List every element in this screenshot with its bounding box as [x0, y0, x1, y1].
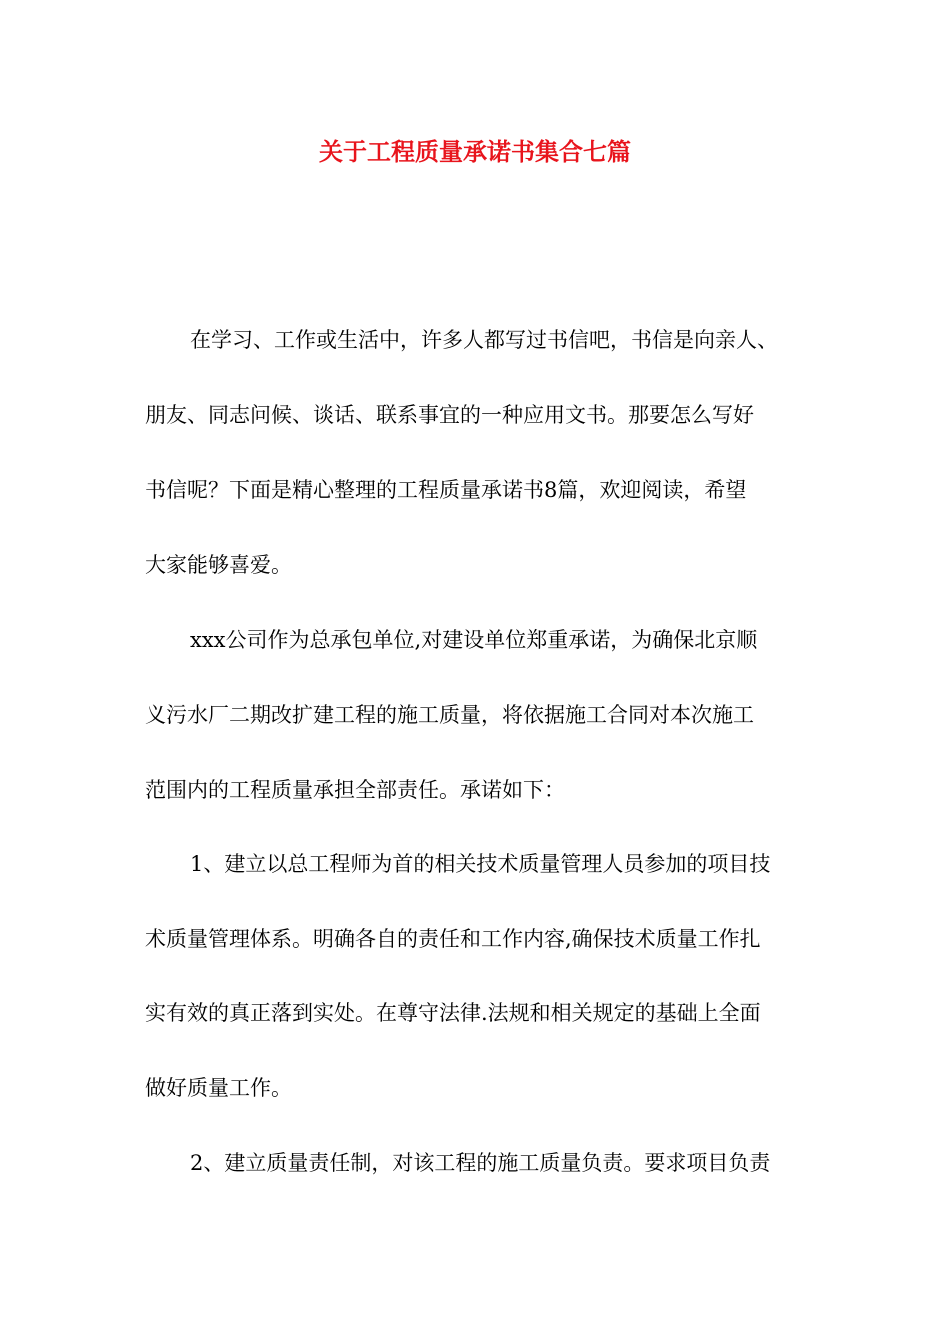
- document-title: 关于工程质量承诺书集合七篇: [319, 137, 631, 166]
- paragraph-line: xxx公司作为总承包单位,对建设单位郑重承诺，为确保北京顺: [190, 628, 758, 652]
- paragraph-line: 范围内的工程质量承担全部责任。承诺如下：: [145, 778, 565, 802]
- paragraph-line: 在学习、工作或生活中，许多人都写过书信吧，书信是向亲人、: [190, 328, 778, 352]
- paragraph-line: 做好质量工作。: [145, 1076, 292, 1100]
- paragraph-line: 书信呢？下面是精心整理的工程质量承诺书8篇，欢迎阅读，希望: [145, 478, 747, 502]
- paragraph-line: 义污水厂二期改扩建工程的施工质量，将依据施工合同对本次施工: [145, 703, 754, 727]
- paragraph-line: 1、建立以总工程师为首的相关技术质量管理人员参加的项目技: [190, 852, 771, 876]
- paragraph-line: 2、建立质量责任制，对该工程的施工质量负责。要求项目负责: [190, 1151, 771, 1175]
- paragraph-line: 朋友、同志问候、谈话、联系事宜的一种应用文书。那要怎么写好: [145, 403, 754, 427]
- paragraph-line: 术质量管理体系。明确各自的责任和工作内容,确保技术质量工作扎: [145, 927, 761, 951]
- paragraph-line: 实有效的真正落到实处。在尊守法律.法规和相关规定的基础上全面: [145, 1001, 761, 1025]
- paragraph-line: 大家能够喜爱。: [145, 553, 292, 577]
